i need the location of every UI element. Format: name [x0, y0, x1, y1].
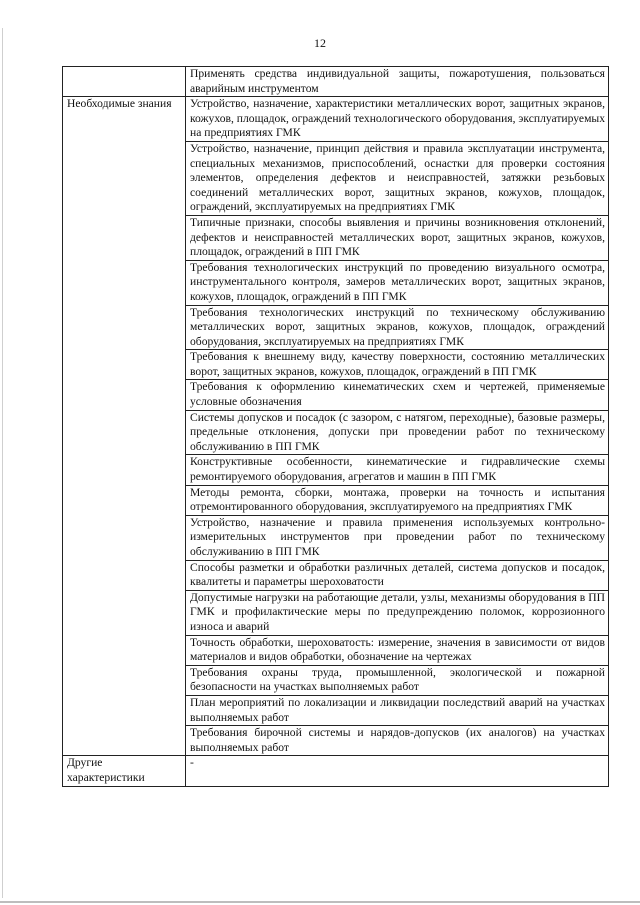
scan-left-edge [2, 28, 3, 898]
competency-table [62, 66, 609, 787]
knowledge-item: План мероприятий по локализации и ликвидации последствий аварий на участках выполняемых работ [186, 695, 609, 725]
knowledge-item: Способы разметки и обработки различных деталей, система допусков и посадок, квалитеты и параметры шероховатости [186, 560, 609, 590]
knowledge-item: Устройство, назначение, характеристики металлических ворот, защитных экранов, кожухов, площадок, ограждений технологического оборудования, эксплуатируемых на предприятиях ГМК [186, 97, 609, 142]
table-row [63, 756, 609, 786]
knowledge-item: Требования технологических инструкций по техническому обслуживанию металлических ворот, защитных экранов, кожухов, площадок, ограждений оборудования, эксплуатируемых на предприятиях ГМК [186, 305, 609, 350]
knowledge-item: Системы допусков и посадок (с зазором, с натягом, переходные), базовые размеры, предельные отклонения, допуски при проведении работ по техническому обслуживанию в ПП ГМК [186, 410, 609, 455]
knowledge-item: Допустимые нагрузки на работающие детали, узлы, механизмы оборудования в ПП ГМК и профилактические меры по предупреждению поломок, коррозионного износа и аварий [186, 590, 609, 635]
knowledge-item: Требования бирочной системы и нарядов-допусков (их аналогов) на участках выполняемых работ [186, 726, 609, 756]
competency-table-body [63, 67, 609, 787]
row-label-cell [63, 67, 186, 97]
knowledge-item: Требования к оформлению кинематических схем и чертежей, применяемые условные обозначения [186, 380, 609, 410]
knowledge-item: Типичные признаки, способы выявления и причины возникновения отклонений, дефектов и неисправностей металлических ворот, защитных экранов, кожухов, площадок, ограждений в ПП ГМК [186, 215, 609, 260]
knowledge-item: Методы ремонта, сборки, монтажа, проверки на точность и испытания отремонтированного оборудования, эксплуатируемого на предприятиях ГМК [186, 485, 609, 515]
page-number: 12 [314, 36, 326, 50]
scan-bottom-edge [0, 901, 640, 903]
knowledge-item: Устройство, назначение и правила применения используемых контрольно-измерительных инструментов при проведении работ по техническому обслуживанию в ПП ГМК [186, 515, 609, 560]
knowledge-item: Требования к внешнему виду, качеству поверхности, состоянию металлических ворот, защитных экранов, кожухов, площадок, ограждений в ПП ГМК [186, 350, 609, 380]
knowledge-item: Устройство, назначение, принцип действия и правила эксплуатации инструмента, специальных механизмов, приспособлений, оснастки для проверки состояния элементов, определения дефектов и неисправностей, затяжки резьбовых соединений металлических ворот, защитных экранов, кожухов, площадок, ограждений, эксплуатируемых на предприятиях ГМК [186, 141, 609, 215]
skill-item: Применять средства индивидуальной защиты, пожаротушения, пользоваться аварийным инструментом [186, 67, 609, 97]
table-row [63, 67, 609, 97]
table-row [63, 97, 609, 142]
knowledge-item: Требования охраны труда, промышленной, экологической и пожарной безопасности на участках выполняемых работ [186, 665, 609, 695]
knowledge-item: Требования технологических инструкций по проведению визуального осмотра, инструментального контроля, замеров металлических ворот, защитных экранов, кожухов, площадок, ограждений в ПП ГМК [186, 260, 609, 305]
section-label-knowledge: Необходимые знания [63, 97, 186, 756]
knowledge-item: Конструктивные особенности, кинематические и гидравлические схемы ремонтируемого оборудования, агрегатов и машин в ПП ГМК [186, 455, 609, 485]
section-label-other: Другие характеристики [63, 756, 186, 786]
other-value: - [186, 756, 609, 786]
knowledge-item: Точность обработки, шероховатость: измерение, значения в зависимости от видов материалов и видов обработки, обозначение на чертежах [186, 635, 609, 665]
